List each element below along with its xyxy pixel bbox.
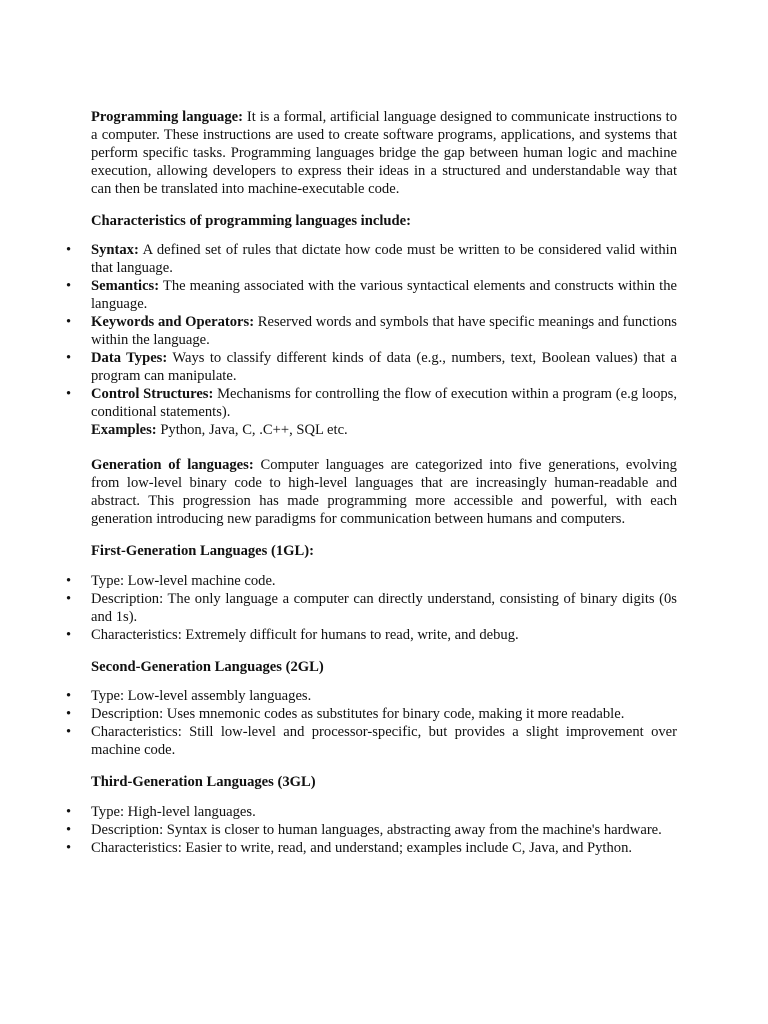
characteristics-list [91,242,677,421]
list-item-text: Mechanisms for controlling the flow of execution within a program (e.g loops, conditional statements). [91,385,678,420]
list-item: • Characteristics: Extremely difficult for humans to read, write, and debug. [91,627,677,645]
list-item: • Description: Syntax is closer to human languages, abstracting away from the machine's hardware. [91,822,677,840]
gen1-list [91,573,677,645]
list-item-term: Data Types: [91,349,168,366]
list-item-text: Ways to classify different kinds of data (e.g., numbers, text, Boolean values) that a program can manipulate. [91,349,677,384]
list-item-term: Control Structures: [91,385,214,402]
gen1-heading: First-Generation Languages (1GL): [91,543,314,560]
list-item [91,314,677,350]
list-item [91,278,677,314]
characteristics-heading: Characteristics of programming languages include: [91,212,411,229]
gen3-heading: Third-Generation Languages (3GL) [91,774,316,791]
list-item-term: Keywords and Operators: [91,314,255,331]
list-item: • Characteristics: Still low-level and processor-specific, but provides a slight improvement over machine code. [91,724,677,760]
intro-paragraph [91,109,677,199]
gen3-list [91,804,677,858]
list-item-text: Reserved words and symbols that have specific meanings and functions within the language. [91,314,677,348]
examples-term: Examples: [91,421,157,438]
list-item: • Type: Low-level machine code. [91,573,677,591]
list-item-term: Syntax: [91,242,139,259]
list-item: • Description: Uses mnemonic codes as substitutes for binary code, making it more readable. [91,706,677,724]
list-item-text: A defined set of rules that dictate how code must be written to be considered valid within that language. [91,242,677,277]
list-item: • Characteristics: Easier to write, read, and understand; examples include C, Java, and Python. [91,840,677,858]
list-item: • Type: High-level languages. [91,804,677,822]
intro-term: Programming language: [91,109,243,125]
generation-text: Computer languages are categorized into five generations, evolving from low-level binary code to high-level languages that are increasingly human-readable and abstract. This progression has made programming more accessible and powerful, with each generation introducing new paradigms for communication between humans and computers. [91,457,677,528]
list-item-term: Semantics: [91,278,160,295]
list-item-text: The meaning associated with the various syntactical elements and constructs within the language. [91,278,677,313]
gen2-list [91,688,677,760]
intro-text: It is a formal, artificial language designed to communicate instructions to a computer. These instructions are used to create software programs, applications, and systems that perform specific tasks. Programming languages bridge the gap between human logic and machine execution, allowing developers to express their ideas in a structured and understandable way that can then be translated into machine-executable code. [91,109,677,197]
list-item: • Type: Low-level assembly languages. [91,688,677,706]
list-item: • Description: The only language a computer can directly understand, consisting of binary digits (0s and 1s). [91,591,677,627]
examples-line [91,422,677,440]
list-item [91,386,677,422]
gen2-heading: Second-Generation Languages (2GL) [91,658,324,675]
list-item [91,350,677,386]
generation-paragraph [91,457,677,529]
document-page [91,109,677,858]
examples-text: Python, Java, C, .C++, SQL etc. [156,421,348,438]
generation-term: Generation of languages: [91,457,254,474]
list-item [91,242,677,278]
